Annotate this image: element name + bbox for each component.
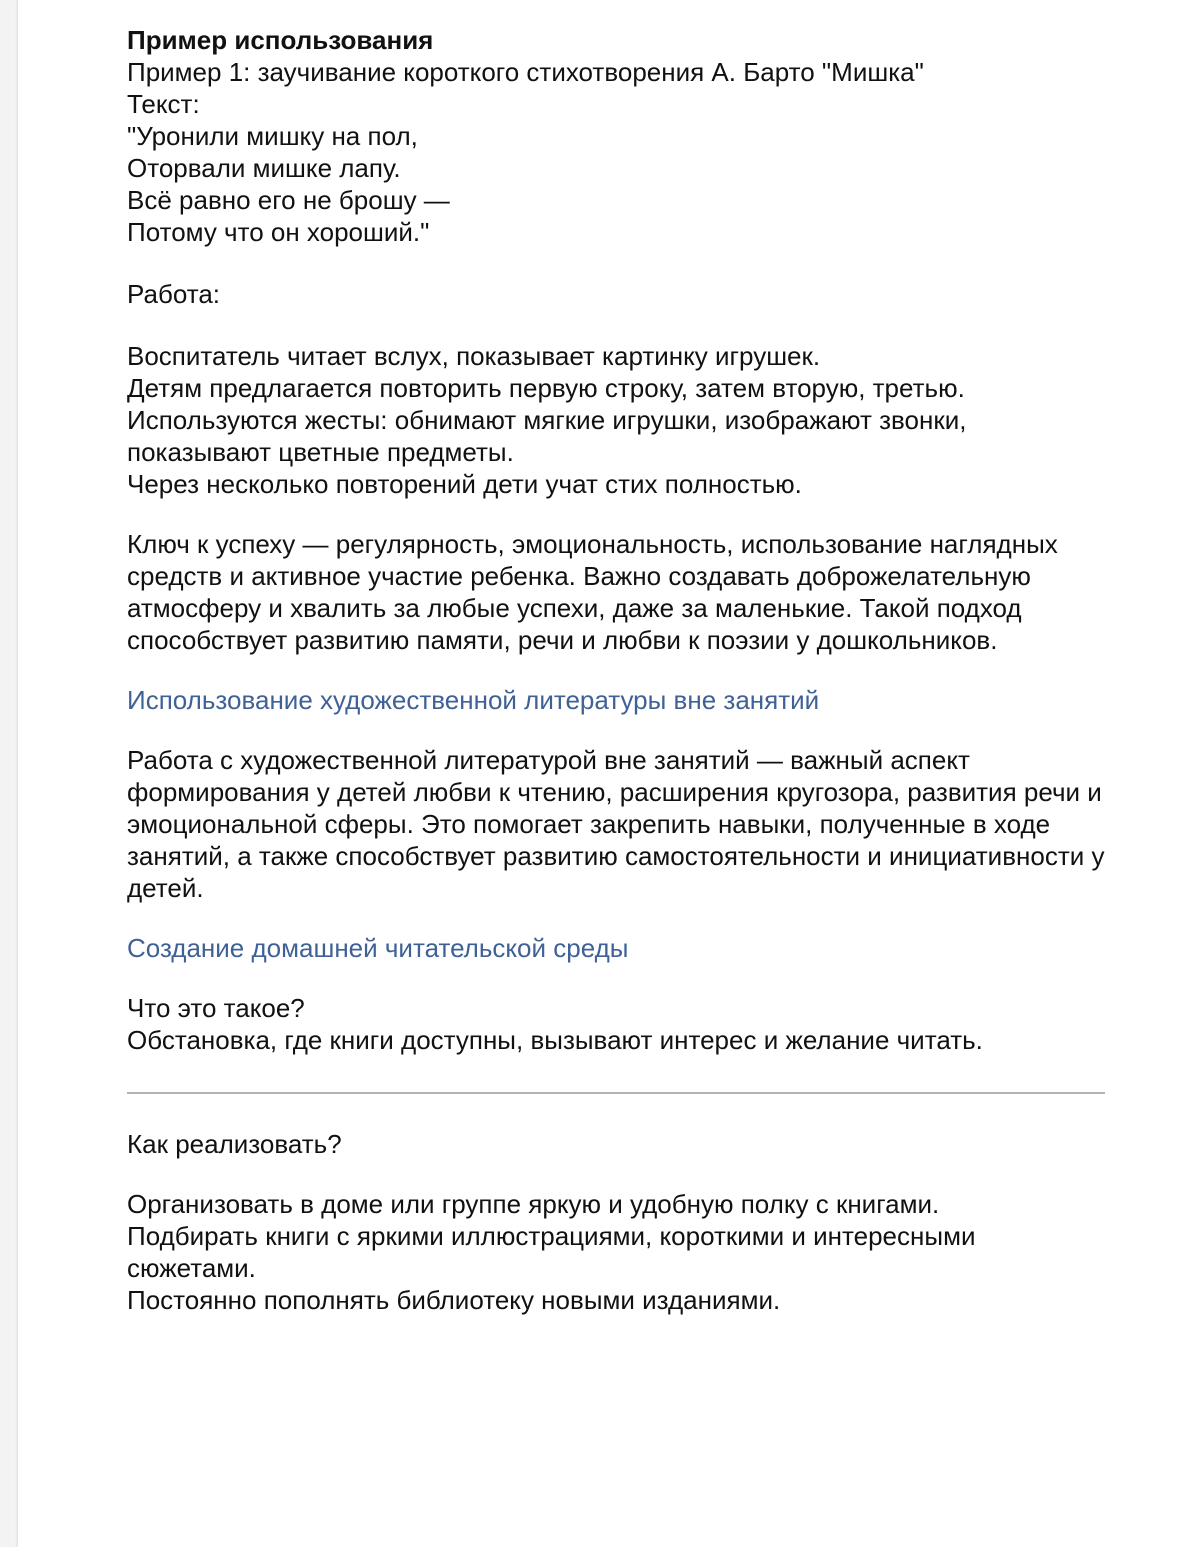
poem-line: Оторвали мишке лапу. bbox=[127, 153, 401, 183]
how-step: Постоянно пополнять библиотеку новыми изданиями. bbox=[127, 1285, 781, 1315]
section-heading-literature: Использование художественной литературы вне занятий bbox=[127, 685, 820, 715]
work-label: Работа: bbox=[127, 279, 221, 309]
work-step: Через несколько повторений дети учат стих полностью. bbox=[127, 469, 802, 499]
how-step: Подбирать книги с яркими иллюстрациями, короткими и интересными сюжетами. bbox=[127, 1221, 976, 1283]
example-intro: Пример 1: заучивание короткого стихотворения А. Барто "Мишка" bbox=[127, 57, 924, 87]
poem-line: Всё равно его не брошу — bbox=[127, 185, 450, 215]
definition-answer: Обстановка, где книги доступны, вызывают интерес и желание читать. bbox=[127, 1025, 983, 1055]
how-step: Организовать в доме или группе яркую и удобную полку с книгами. bbox=[127, 1189, 940, 1219]
how-steps bbox=[127, 1188, 1107, 1316]
key-paragraph: Ключ к успеху — регулярность, эмоциональность, использование наглядных средств и активное участие ребенка. Важно создавать доброжелательную атмосферу и хвалить за любые успехи, даже за маленькие. Такой подход способствует развитию памяти, речи и любви к поэзии у дошкольников. bbox=[127, 529, 1058, 655]
work-step: Используются жесты: обнимают мягкие игрушки, изображают звонки, показывают цветные предметы. bbox=[127, 405, 967, 467]
section-title: Пример использования bbox=[127, 25, 434, 55]
work-step: Воспитатель читает вслух, показывает картинку игрушек. bbox=[127, 341, 821, 371]
poem-line: Потому что он хороший." bbox=[127, 217, 430, 247]
horizontal-divider bbox=[127, 1092, 1105, 1094]
work-steps bbox=[127, 340, 1107, 500]
work-step: Детям предлагается повторить первую строку, затем вторую, третью. bbox=[127, 373, 965, 403]
definition-question: Что это такое? bbox=[127, 993, 305, 1023]
example-intro-block bbox=[127, 56, 1107, 248]
literature-paragraph: Работа с художественной литературой вне занятий — важный аспект формирования у детей любви к чтению, расширения кругозора, развития речи и эмоциональной сферы. Это помогает закрепить навыки, полученные в ходе занятий, а также способствует развитию самостоятельности и инициативности у детей. bbox=[127, 745, 1105, 903]
how-label: Как реализовать? bbox=[127, 1129, 342, 1159]
document-page bbox=[18, 0, 1198, 1547]
section-heading-home-reading: Создание домашней читательской среды bbox=[127, 933, 629, 963]
text-label: Текст: bbox=[127, 89, 200, 119]
document-content bbox=[127, 24, 1107, 1316]
poem-line: "Уронили мишку на пол, bbox=[127, 121, 418, 151]
definition-block bbox=[127, 992, 1107, 1056]
